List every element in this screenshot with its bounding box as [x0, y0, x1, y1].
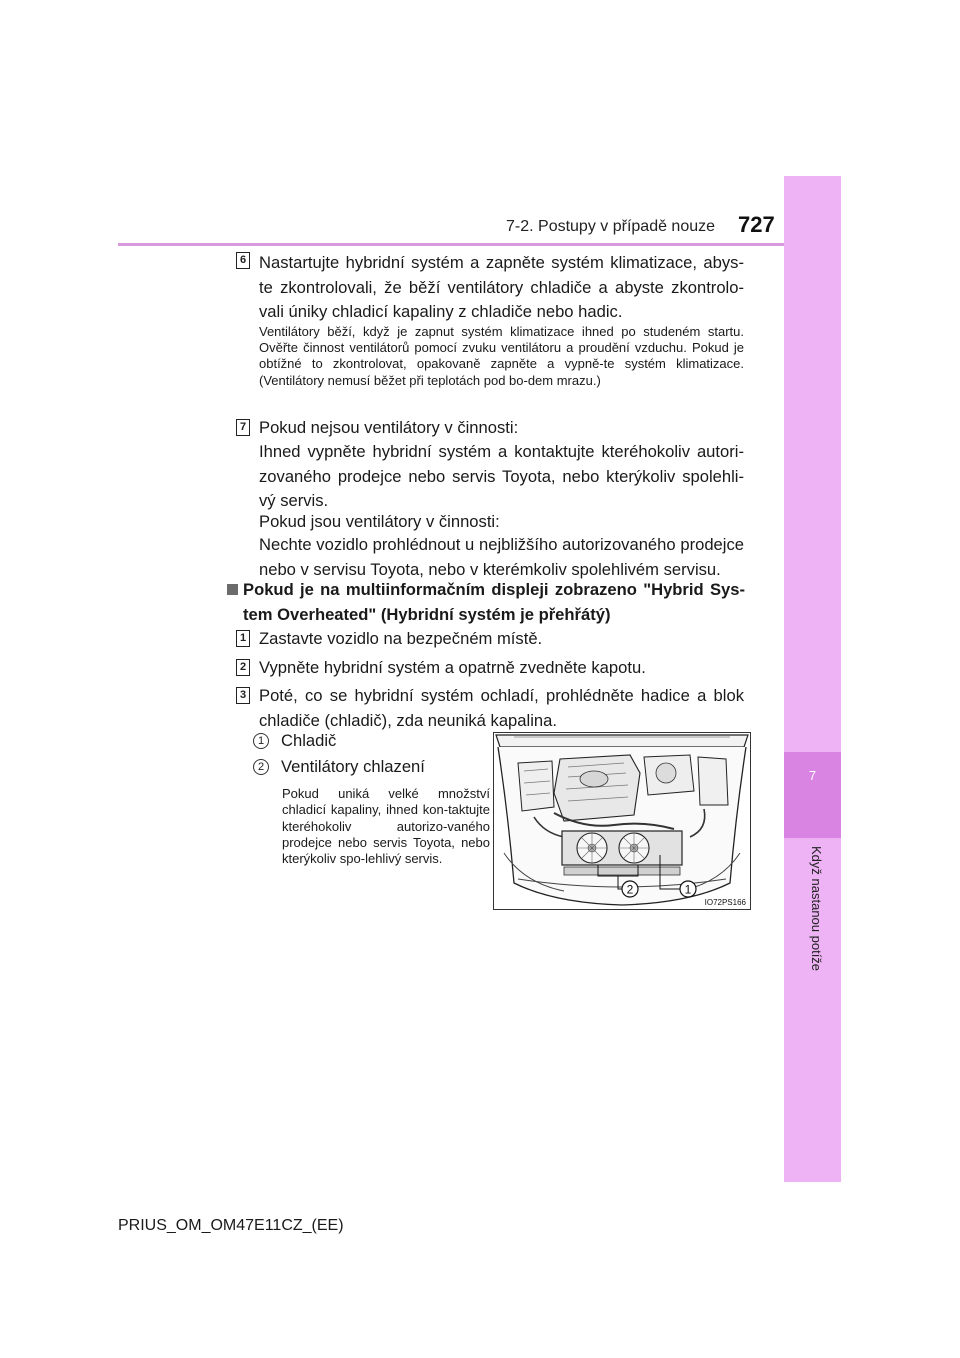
engine-bay-figure	[493, 732, 751, 910]
legend-label-fans: Ventilátory chlazení	[281, 757, 425, 776]
step-7-condition-2: Pokud jsou ventilátory v činnosti:	[259, 512, 500, 531]
document-footer: PRIUS_OM_OM47E11CZ_(EE)	[118, 1217, 344, 1234]
legend-note: Pokud uniká velké množství chladicí kapaliny, ihned kon-taktujte kteréhokoliv autorizo-vaného prodejce nebo servis Toyota, nebo kterýkoliv spo-lehlivý servis.	[282, 786, 490, 867]
chapter-marker	[784, 752, 841, 838]
step-number-7: 7	[236, 419, 250, 436]
chapter-title: Když nastanou potíže	[809, 846, 824, 972]
chapter-number: 7	[808, 768, 817, 783]
step-6-note: Ventilátory běží, když je zapnut systém klimatizace ihned po studeném startu. Ověřte činnost ventilátorů pomocí zvuku ventilátoru a proudění vzduchu. Pokud je obtížné to zkontrolovat, opakovaně zapněte a vypně-te systém klimatizace. (Ventilátory nemusí běžet při teplotách pod bo-dem mrazu.)	[259, 324, 744, 388]
figure-code: IO72PS166	[704, 898, 746, 907]
step-3-text: Poté, co se hybridní systém ochladí, prohlédněte hadice a blok chladiče (chladič), zda neuniká kapalina.	[259, 686, 744, 730]
step-1-text: Zastavte vozidlo na bezpečném místě.	[259, 629, 543, 648]
legend-callout-1: 1	[253, 733, 269, 749]
step-number-6: 6	[236, 252, 250, 269]
step-6-text: Nastartujte hybridní systém a zapněte systém klimatizace, abys-te zkontrolovali, že běží ventilátory chladiče a abyste zkontrolo-vali úniky chladicí kapaliny z chladiče nebo hadic.	[259, 253, 744, 321]
figure-callout-1: 1	[684, 882, 692, 897]
step-7-condition-1: Pokud nejsou ventilátory v činnosti:	[259, 418, 519, 437]
step-number-3: 3	[236, 687, 250, 704]
legend-callout-2: 2	[253, 759, 269, 775]
section-title: 7-2. Postupy v případě nouze	[506, 218, 716, 235]
engine-bay-illustration	[494, 733, 750, 909]
chapter-side-tab	[784, 176, 841, 1182]
page-number: 727	[738, 212, 775, 237]
step-7-text-1: Ihned vypněte hybridní systém a kontaktujte kteréhokoliv autori-zovaného prodejce nebo servis Toyota, nebo kterýkoliv spolehli-vý servis.	[259, 442, 744, 510]
step-7-text-2: Nechte vozidlo prohlédnout u nejbližšího autorizovaného prodejce nebo v servisu Toyota, nebo v kterémkoliv spolehlivém servisu.	[259, 535, 744, 579]
figure-callout-2: 2	[626, 882, 634, 897]
legend-label-radiator: Chladič	[281, 731, 337, 750]
heading-bullet-icon	[227, 584, 238, 595]
step-number-2: 2	[236, 659, 250, 676]
section-heading: Pokud je na multiinformačním displeji zobrazeno "Hybrid Sys-tem Overheated" (Hybridní systém je přehřátý)	[243, 580, 745, 624]
step-2-text: Vypněte hybridní systém a opatrně zvedněte kapotu.	[259, 658, 646, 677]
header-divider	[118, 243, 840, 246]
step-number-1: 1	[236, 630, 250, 647]
